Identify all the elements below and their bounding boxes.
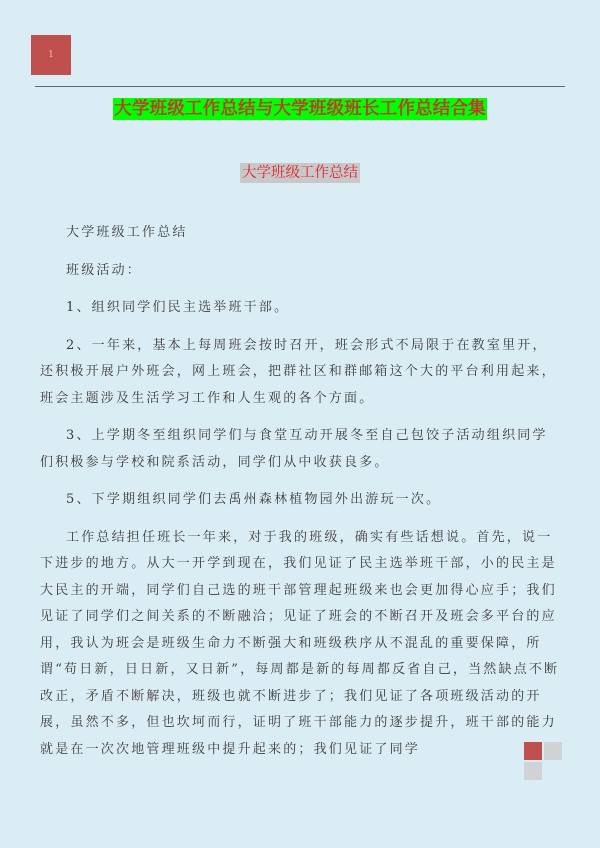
- paragraph: 工作总结担任班长一年来，对于我的班级，确实有些话想说。首先，说一下进步的地方。从大一开学到现在，我们见证了民主选举班干部，小的民主是大民主的开端，同学们自己选的班干部管理起班级来也会更加得心应手；我们见证了同学们之间关系的不断融洽；见证了班会的不断召开及班会多平台的应用，我认为班会是班级生命力不断强大和班级秩序从不混乱的重要保障，所谓“苟日新，日日新，又日新”，每周都是新的每周都反省自己，当然缺点不断改正，矛盾不断解决，班级也就不断进步了；我们见证了各项班级活动的开展，虽然不多，但也坎坷而行，证明了班干部能力的逐步提升，班干部的能力就是在一次次地管理班级中提升起来的；我们见证了同学: [40, 529, 560, 757]
- document-title-container: [0, 98, 600, 120]
- document-body: [40, 220, 560, 763]
- page-number: 1: [48, 50, 54, 60]
- paragraph: 班级活动：: [66, 262, 143, 278]
- paragraph: 大学班级工作总结: [66, 225, 188, 240]
- section-title-container: [0, 162, 600, 183]
- corner-decoration-grey: [544, 742, 562, 760]
- paragraph: 3、上学期冬至组织同学们与食堂互动开展冬至自己包饺子活动组织同学们积极参与学校和院系活动，同学们从中收获良多。: [40, 428, 548, 470]
- paragraph: 2、一年来，基本上每周班会按时召开，班会形式不局限于在教室里开，还积极开展户外班会，网上班会，把群社区和群邮箱这个大的平台利用起来，班会主题涉及生活学习工作和人生观的各个方面。: [40, 337, 557, 406]
- corner-decoration-grey: [524, 762, 542, 780]
- section-title: 大学班级工作总结: [242, 165, 358, 181]
- page-number-badge: [31, 35, 71, 75]
- paragraph: 1、组织同学们民主选举班干部。: [66, 300, 290, 315]
- header-divider: [35, 86, 565, 87]
- corner-decoration-red: [524, 742, 542, 760]
- document-title: 大学班级工作总结与大学班级班长工作总结合集: [114, 99, 486, 119]
- paragraph: 5、下学期组织同学们去禹州森林植物园外出游玩一次。: [66, 492, 442, 507]
